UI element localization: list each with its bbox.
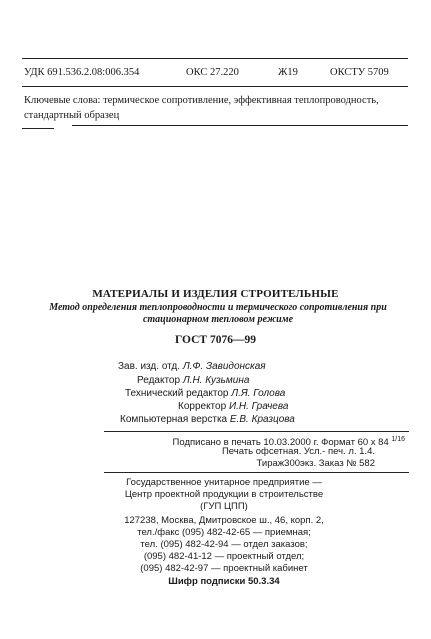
- publisher-phone: тел./факс (095) 482-42-65 — приемная;: [137, 527, 311, 538]
- oks-code: ОКС 27.220: [186, 67, 239, 78]
- credit-role: Зав. изд. отд.: [118, 361, 181, 372]
- print-type: Печать офсетная. Усл.- печ. л. 1.4.: [221, 446, 375, 457]
- publisher-address: 127238, Москва, Дмитровское ш., 46, корп. 2,: [124, 515, 324, 526]
- credit-role: Компьютерная верстка: [120, 414, 228, 425]
- keywords-rule: [72, 125, 408, 126]
- credit-layout: [120, 413, 295, 427]
- top-rule: [22, 58, 408, 59]
- credit-tech-editor: [125, 387, 285, 401]
- publisher-phone: (095) 482-42-97 — проектный кабинет: [140, 563, 308, 574]
- print-signed: Подписано в печать 10.03.2000 г. Формат 60 x 84 $^{1/16}$: [172, 436, 405, 449]
- credit-name: И.Н. Грачева: [228, 401, 289, 412]
- credit-role: Редактор: [137, 375, 181, 386]
- credit-role: Корректор: [178, 401, 227, 412]
- publisher-phone: тел. (095) 482-42-94 — отдел заказов;: [140, 539, 308, 550]
- publisher-line: (ГУП ЦПП): [200, 501, 248, 512]
- publisher-line: Центр проектной продукции в строительстве: [124, 489, 324, 500]
- credit-name: Л.Н. Кузьмина: [182, 375, 250, 386]
- keywords-rule-short: [22, 128, 54, 129]
- credit-name: Е.В. Кразцова: [229, 414, 295, 425]
- credit-name: Л.Ф. Завидонская: [182, 361, 266, 372]
- credit-head-editor: [118, 360, 266, 374]
- classification-rule: [22, 86, 408, 87]
- credits-rule: [104, 431, 409, 432]
- format-fraction: 1/16: [391, 436, 405, 443]
- publisher-line: Государственное унитарное предприятие —: [126, 477, 322, 488]
- credit-editor: [137, 374, 249, 388]
- keywords: Ключевые слова: термическое сопротивление, эффективная теплопроводность, стандартный образец: [24, 95, 379, 121]
- okstu-code: ОКСТУ 5709: [330, 67, 389, 78]
- credit-name: Л.Я. Голова: [231, 388, 286, 399]
- credit-role: Технический редактор: [125, 388, 229, 399]
- print-run: Тираж300экз. Заказ № 582: [256, 458, 375, 469]
- gost-number: ГОСТ 7076—99: [175, 334, 256, 346]
- credit-proofreader: [178, 400, 288, 414]
- publisher-phone: (095) 482-41-12 — проектный отдел;: [143, 551, 305, 562]
- subscription-cipher: Шифр подписки 50.3.34: [168, 576, 280, 587]
- document-title: МАТЕРИАЛЫ И ИЗДЕЛИЯ СТРОИТЕЛЬНЫЕ: [92, 288, 339, 300]
- zh-code: Ж19: [278, 67, 298, 78]
- document-subtitle: Метод определения теплопроводности и термического сопротивления при стационарном тепловом режиме: [49, 302, 387, 325]
- udk-code: УДК 691.536.2.08:006.354: [24, 67, 140, 78]
- print-rule: [104, 472, 409, 473]
